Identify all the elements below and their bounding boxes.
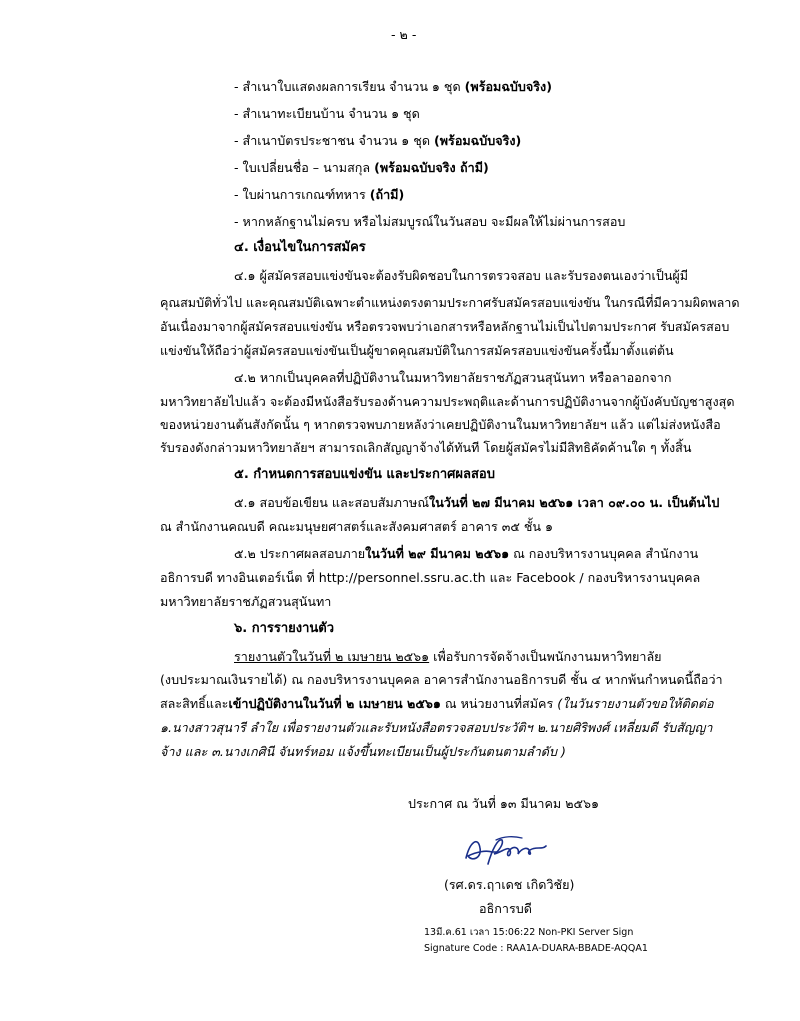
exam-text: ๕.๑ สอบข้อเขียน และสอบสัมภาษณ์ [234,495,430,510]
doc-item-text: - สำเนาบัตรประชาชน จำนวน ๑ ชุด [234,133,434,148]
exam-date: ในวันที่ ๒๗ มีนาคม ๒๕๖๑ เวลา ๐๙.๐๐ น. เป็นต้นไป [429,495,720,510]
signer-title: อธิการบดี [479,901,532,916]
page-number: - ๒ - [391,27,417,42]
section-6-heading: ๖. การรายงานตัว [234,621,335,636]
section-4-2-line: ๔.๒ หากเป็นบุคคลที่ปฏิบัติงานในมหาวิทยาลัยราชภัฏสวนสุนันทา หรือลาออกจาก [234,370,672,385]
section-4-1-line: ๔.๑ ผู้สมัครสอบแข่งขันจะต้องรับผิดชอบในการตรวจสอบ และรับรองตนเองว่าเป็นผู้มี [234,268,689,283]
doc-item-text: - ใบผ่านการเกณฑ์ทหาร [234,187,370,202]
doc-item-note: (ถ้ามี) [369,187,405,202]
section-4-heading: ๔. เงื่อนไขในการสมัคร [234,240,366,255]
result-place: ณ กองบริหารงานบุคคล สำนักงาน [509,546,699,561]
section-5-2-line [234,546,698,562]
doc-item-transcript [234,79,552,95]
section-4-2-line: รับรองดังกล่าวมหาวิทยาลัยฯ สามารถเลิกสัญญาจ้างได้ทันที โดยผู้สมัครไม่มีสิทธิคัดค้านใด ๆ ทั้งสิ้น [160,440,692,455]
report-date: รายงานตัวในวันที่ ๒ เมษายน ๒๕๖๑ [234,649,430,664]
doc-item-note: (พร้อมฉบับจริง) [464,79,552,94]
result-date: ในวันที่ ๒๙ มีนาคม ๒๕๖๑ [365,546,510,561]
section-4-1-line: อันเนื่องมาจากผู้สมัครสอบแข่งขัน หรือตรวจพบว่าเอกสารหรือหลักฐานไม่เป็นไปตามประกาศ รับสมัครสอบ [160,319,730,334]
report-text: สละสิทธิ์และ [160,696,229,711]
doc-item-military [234,187,404,203]
doc-item-incomplete-note: - หากหลักฐานไม่ครบ หรือไม่สมบูรณ์ในวันสอบ จะมีผลให้ไม่ผ่านการสอบ [234,214,626,229]
section-5-heading: ๕. กำหนดการสอบแข่งขัน และประกาศผลสอบ [234,467,495,482]
section-6-line [234,649,662,665]
doc-item-text: - สำเนาใบแสดงผลการเรียน จำนวน ๑ ชุด [234,79,465,94]
start-work-date: เข้าปฏิบัติงานในวันที่ ๒ เมษายน ๒๕๖๑ [228,696,441,711]
report-note: (ในวันรายงานตัวขอให้ติดต่อ [557,696,714,711]
section-4-2-line: ของหน่วยงานต้นสังกัดนั้น ๆ หากตรวจพบภายหลังว่าเคยปฏิบัติงานในมหาวิทยาลัยฯ แล้ว แต่ไม่ส่งหนังสือ [160,417,721,432]
section-6-line: ๑.นางสาวสุนารี ลำใย เพื่อรายงานตัวและรับหนังสือตรวจสอบประวัติฯ ๒.นายศิริพงศ์ เหลี่ยมดี รับสัญญา [160,720,713,735]
section-6-line: จ้าง และ ๓.นางเกศินี จันทร์หอม แจ้งขึ้นทะเบียนเป็นผู้ประกันตนตามลำดับ ) [160,744,566,759]
section-4-2-line: มหาวิทยาลัยไปแล้ว จะต้องมีหนังสือรับรองด้านความประพฤติและด้านการปฏิบัติงานจากผู้บังคับบัญชาสูงสุด [160,394,735,409]
doc-item-note: (พร้อมฉบับจริง ถ้ามี) [374,160,489,175]
announcement-date: ประกาศ ณ วันที่ ๑๓ มีนาคม ๒๕๖๑ [408,796,600,811]
section-5-1-line: ณ สำนักงานคณบดี คณะมนุษยศาสตร์และสังคมศาสตร์ อาคาร ๓๕ ชั้น ๑ [160,519,554,534]
report-text: เพื่อรับการจัดจ้างเป็นพนักงานมหาวิทยาลัย [429,649,662,664]
doc-item-id-card [234,133,521,149]
section-4-1-line: คุณสมบัติทั่วไป และคุณสมบัติเฉพาะตำแหน่งตรงตามประกาศรับสมัครสอบแข่งขัน ในกรณีที่มีความผิดพลาด [160,295,740,310]
section-5-1-line [234,495,719,511]
section-5-2-line: อธิการบดี ทางอินเตอร์เน็ต ที่ http://personnel.ssru.ac.th และ Facebook / กองบริหารงานบุคคล [160,570,701,585]
section-6-line [160,696,714,712]
report-text: ณ หน่วยงานที่สมัคร [440,696,558,711]
section-6-line: (งบประมาณเงินรายได้) ณ กองบริหารงานบุคคล อาคารสำนักงานอธิการบดี ชั้น ๔ หากพ้นกำหนดนี้ถือว่า [160,672,723,687]
section-5-2-line: มหาวิทยาลัยราชภัฏสวนสุนันทา [160,594,332,609]
result-text: ๕.๒ ประกาศผลสอบภาย [234,546,366,561]
doc-item-text: - ใบเปลี่ยนชื่อ – นามสกุล [234,160,375,175]
e-sign-timestamp: 13มี.ค.61 เวลา 15:06:22 Non-PKI Server Sign [424,927,634,938]
signer-name: (รศ.ดร.ฤาเดช เกิดวิชัย) [444,877,575,892]
signature-code: Signature Code : RAA1A-DUARA-BBADE-AQQA1 [424,943,648,954]
doc-item-name-change [234,160,489,176]
section-4-1-line: แข่งขันให้ถือว่าผู้สมัครสอบแข่งขันเป็นผู้ขาดคุณสมบัติในการสมัครสอบแข่งขันครั้งนี้มาตั้งแต่ต้น [160,343,674,358]
doc-item-house-registration: - สำเนาทะเบียนบ้าน จำนวน ๑ ชุด [234,106,420,121]
doc-item-note: (พร้อมฉบับจริง) [434,133,522,148]
signature-image [458,830,558,870]
